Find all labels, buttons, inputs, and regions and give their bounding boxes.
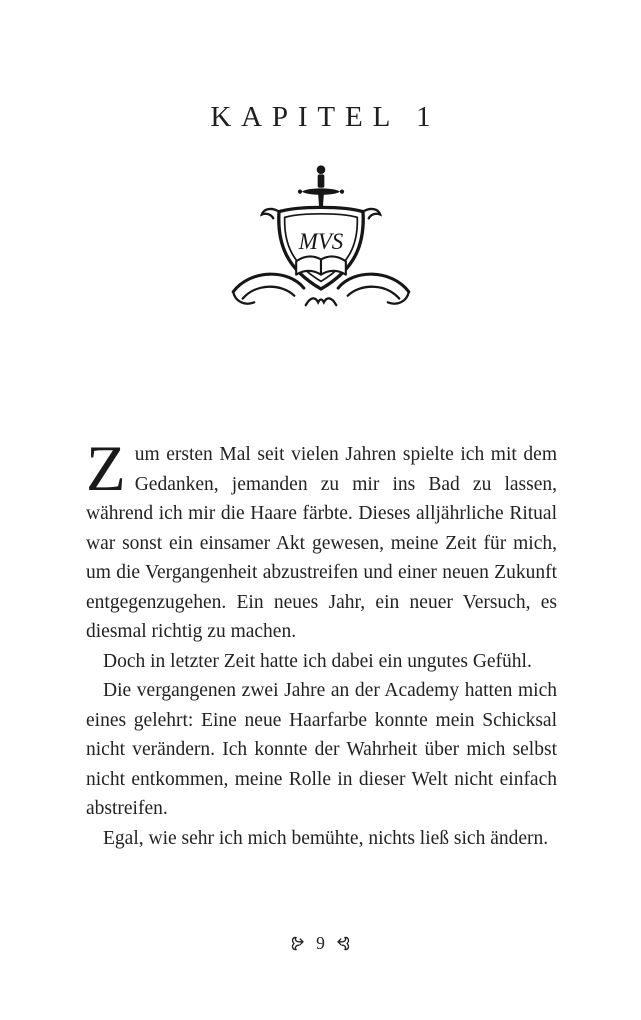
paragraph [86,433,557,647]
fleuron-left-icon [290,936,307,951]
shield-sword-open-book-emblem-icon [216,162,426,315]
emblem-monogram: MVS [298,228,343,254]
fleuron-right-icon [334,936,351,951]
chapter-text [86,433,557,853]
paragraph-text: um ersten Mal seit vielen Jahren spielte ich mit dem Gedanken, jemanden zu mir ins Bad zu lassen, während ich mir die Haare färbte. Dieses alljährliche Ritual war sonst ein einsamer Akt gewesen, meine Zeit für mich, um die Vergangenheit abzustreifen und einer neuen Zukunft entgegenzugehen. Ein neues Jahr, ein neuer Versuch, es diesmal richtig zu machen. [86,444,557,642]
paragraph [86,647,557,677]
page-number: 9 [316,933,325,953]
paragraph-text: Doch in letzter Zeit hatte ich dabei ein ungutes Gefühl. [103,650,532,672]
paragraph [86,676,557,824]
paragraph-text: Egal, wie sehr ich mich bemühte, nichts ließ sich ändern. [103,827,549,849]
drop-cap: Z [86,433,126,505]
paragraph [86,824,557,854]
page-footer [0,933,641,954]
paragraph-text: Die vergangenen zwei Jahre an der Academy hatten mich eines gelehrt: Eine neue Haarfarbe konnte mein Schicksal nicht verändern. Ich konnte der Wahrheit über mich selbst nicht entkommen, meine Rolle in dieser Welt nicht einfach abstreifen. [86,680,557,819]
chapter-title: KAPITEL 1 [210,101,441,133]
chapter-emblem [0,162,641,315]
